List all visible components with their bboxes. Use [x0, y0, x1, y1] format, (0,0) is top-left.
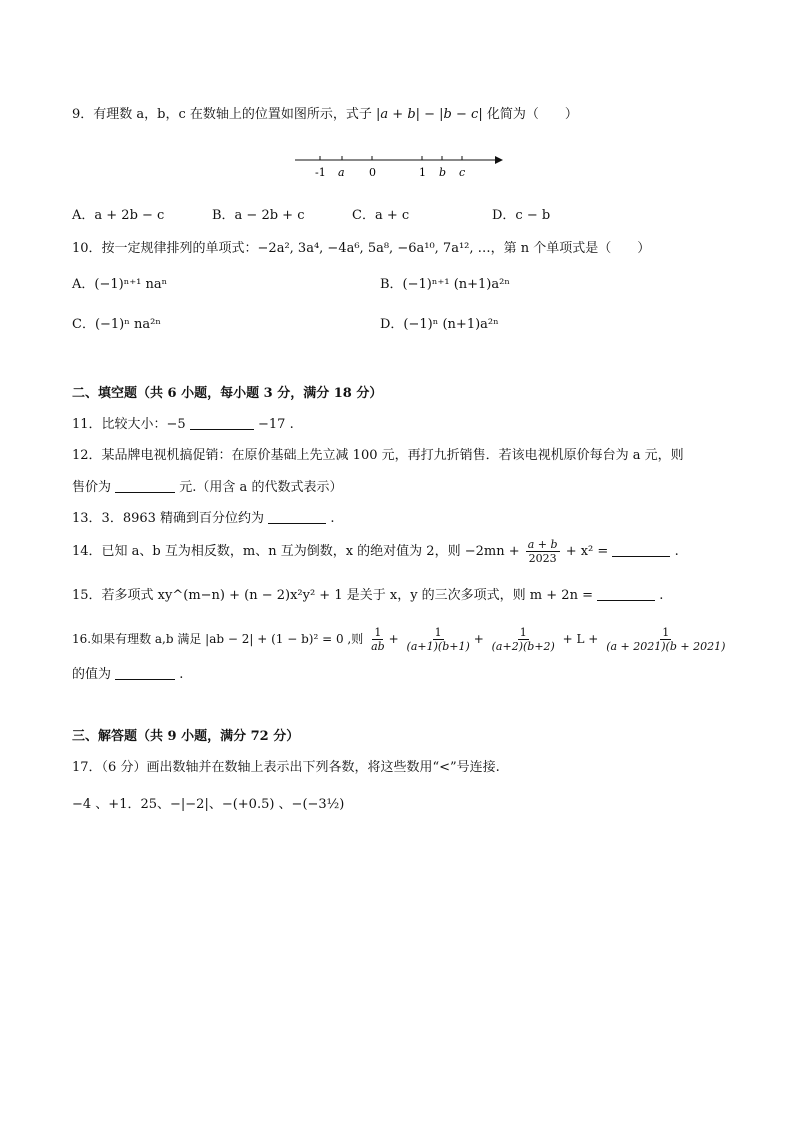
q13-text-a: 13．3．8963 精确到百分位约为 [72, 511, 265, 526]
question-10: 10．按一定规律排列的单项式：−2a², 3a⁴, −4a⁶, 5a⁸, −6a¹⁰, 7a¹², …，第 n 个单项式是（ ） [72, 241, 651, 256]
q16-line2-a: 的值为 [72, 667, 112, 682]
question-9 [72, 106, 578, 124]
question-17-numbers: −4 、+1．25、−|−2|、−(+0.5) 、−(−3½) [72, 797, 345, 812]
question-16-line-1: 16.如果有理数 a,b 满足 |ab − 2| + (1 − b)² = 0 ,则 $\frac{1}{ab}$ + $\frac{1}{(a+1)(b+1)}$ + $\frac{1}{(a+2)(b+2)}$ + L + $\frac{1}{(a + 2021)(b + 2021)}$ [72, 626, 726, 653]
number-line-figure [290, 150, 510, 190]
q16-f4-denominator: (a + 2021)(b + 2021) [606, 640, 726, 653]
q14-fraction-numerator: a + b [527, 538, 558, 551]
question-14 [72, 538, 679, 565]
q16-fraction-4 [604, 626, 727, 653]
q10-option-d[interactable]: D．(−1)ⁿ (n+1)a²ⁿ [380, 317, 499, 332]
q16-fraction-1 [369, 626, 387, 653]
question-12-line-1: 12．某品牌电视机搞促销：在原价基础上先立减 100 元，再打九折销售．若该电视机原价每台为 a 元，则 [72, 448, 684, 463]
q16-fraction-3 [490, 626, 557, 653]
q14-fraction [526, 538, 560, 565]
q15-text-b: . [659, 588, 664, 603]
q10-option-a[interactable]: A．(−1)ⁿ⁺¹ naⁿ [72, 277, 168, 292]
q16-text-a: 16.如果有理数 a,b 满足 |ab − 2| + (1 − b)² = 0 ,则 [72, 632, 364, 646]
q16-fraction-2 [405, 626, 472, 653]
q16-f1-numerator: 1 [374, 626, 382, 639]
q12-blank[interactable] [115, 478, 175, 493]
question-17: 17．（6 分）画出数轴并在数轴上表示出下列各数，将这些数用“<”号连接. [72, 760, 500, 775]
q11-blank[interactable] [190, 415, 254, 430]
q10-option-b[interactable]: B．(−1)ⁿ⁺¹ (n+1)a²ⁿ [380, 277, 510, 292]
label-1: 1 [419, 166, 426, 179]
q16-line2-b: . [179, 667, 184, 682]
question-15 [72, 586, 663, 605]
q14-blank[interactable] [612, 542, 670, 557]
label-0: 0 [369, 166, 376, 179]
q9-stem: 9．有理数 a，b，c 在数轴上的位置如图所示，式子 [72, 107, 372, 122]
section-3-heading: 三、解答题（共 9 小题，满分 72 分） [72, 729, 300, 744]
q11-text-b: −17 . [258, 417, 294, 432]
q9-option-a[interactable]: A．a + 2b − c [72, 208, 165, 223]
label-b: b [439, 166, 447, 179]
q12-text-a: 售价为 [72, 480, 112, 495]
q16-f3-denominator: (a+2)(b+2) [491, 640, 555, 653]
label-c: c [459, 166, 466, 179]
section-2-heading: 二、填空题（共 6 小题，每小题 3 分，满分 18 分） [72, 386, 383, 401]
q12-text-b: 元.（用含 a 的代数式表示） [179, 480, 343, 495]
q9-option-d[interactable]: D．c − b [492, 208, 551, 223]
q16-ellipsis: + L + [562, 632, 599, 646]
q14-text-b: + x² = [565, 544, 609, 559]
question-16-line-2 [72, 665, 183, 684]
q9-option-b[interactable]: B．a − 2b + c [212, 208, 305, 223]
q13-text-b: . [330, 511, 335, 526]
q15-text-a: 15．若多项式 xy^(m−n) + (n − 2)x²y² + 1 是关于 x，y 的三次多项式，则 m + 2n = [72, 588, 593, 603]
q16-f3-numerator: 1 [519, 626, 527, 639]
q14-text-a: 14．已知 a、b 互为相反数，m、n 互为倒数，x 的绝对值为 2，则 −2mn + [72, 544, 520, 559]
label-minus-1: -1 [315, 166, 326, 179]
q16-f2-denominator: (a+1)(b+1) [406, 640, 470, 653]
question-13 [72, 509, 334, 528]
q16-f4-numerator: 1 [662, 626, 670, 639]
label-a: a [338, 166, 345, 179]
q14-text-c: . [674, 544, 679, 559]
q9-expression: |a + b| − |b − c| [376, 107, 483, 122]
q15-blank[interactable] [597, 586, 655, 601]
q16-blank[interactable] [115, 665, 175, 680]
question-12-line-2 [72, 478, 342, 497]
number-line-arrow [495, 156, 503, 164]
q16-f2-numerator: 1 [434, 626, 442, 639]
number-line-svg [290, 150, 510, 190]
q11-text-a: 11．比较大小：−5 [72, 417, 186, 432]
q13-blank[interactable] [268, 509, 326, 524]
q14-fraction-denominator: 2023 [528, 552, 557, 565]
q9-option-c[interactable]: C．a + c [352, 208, 410, 223]
question-11 [72, 415, 294, 434]
q16-f1-denominator: ab [371, 640, 385, 653]
q9-tail: 化简为（ ） [486, 107, 578, 122]
q10-option-c[interactable]: C．(−1)ⁿ na²ⁿ [72, 317, 161, 332]
